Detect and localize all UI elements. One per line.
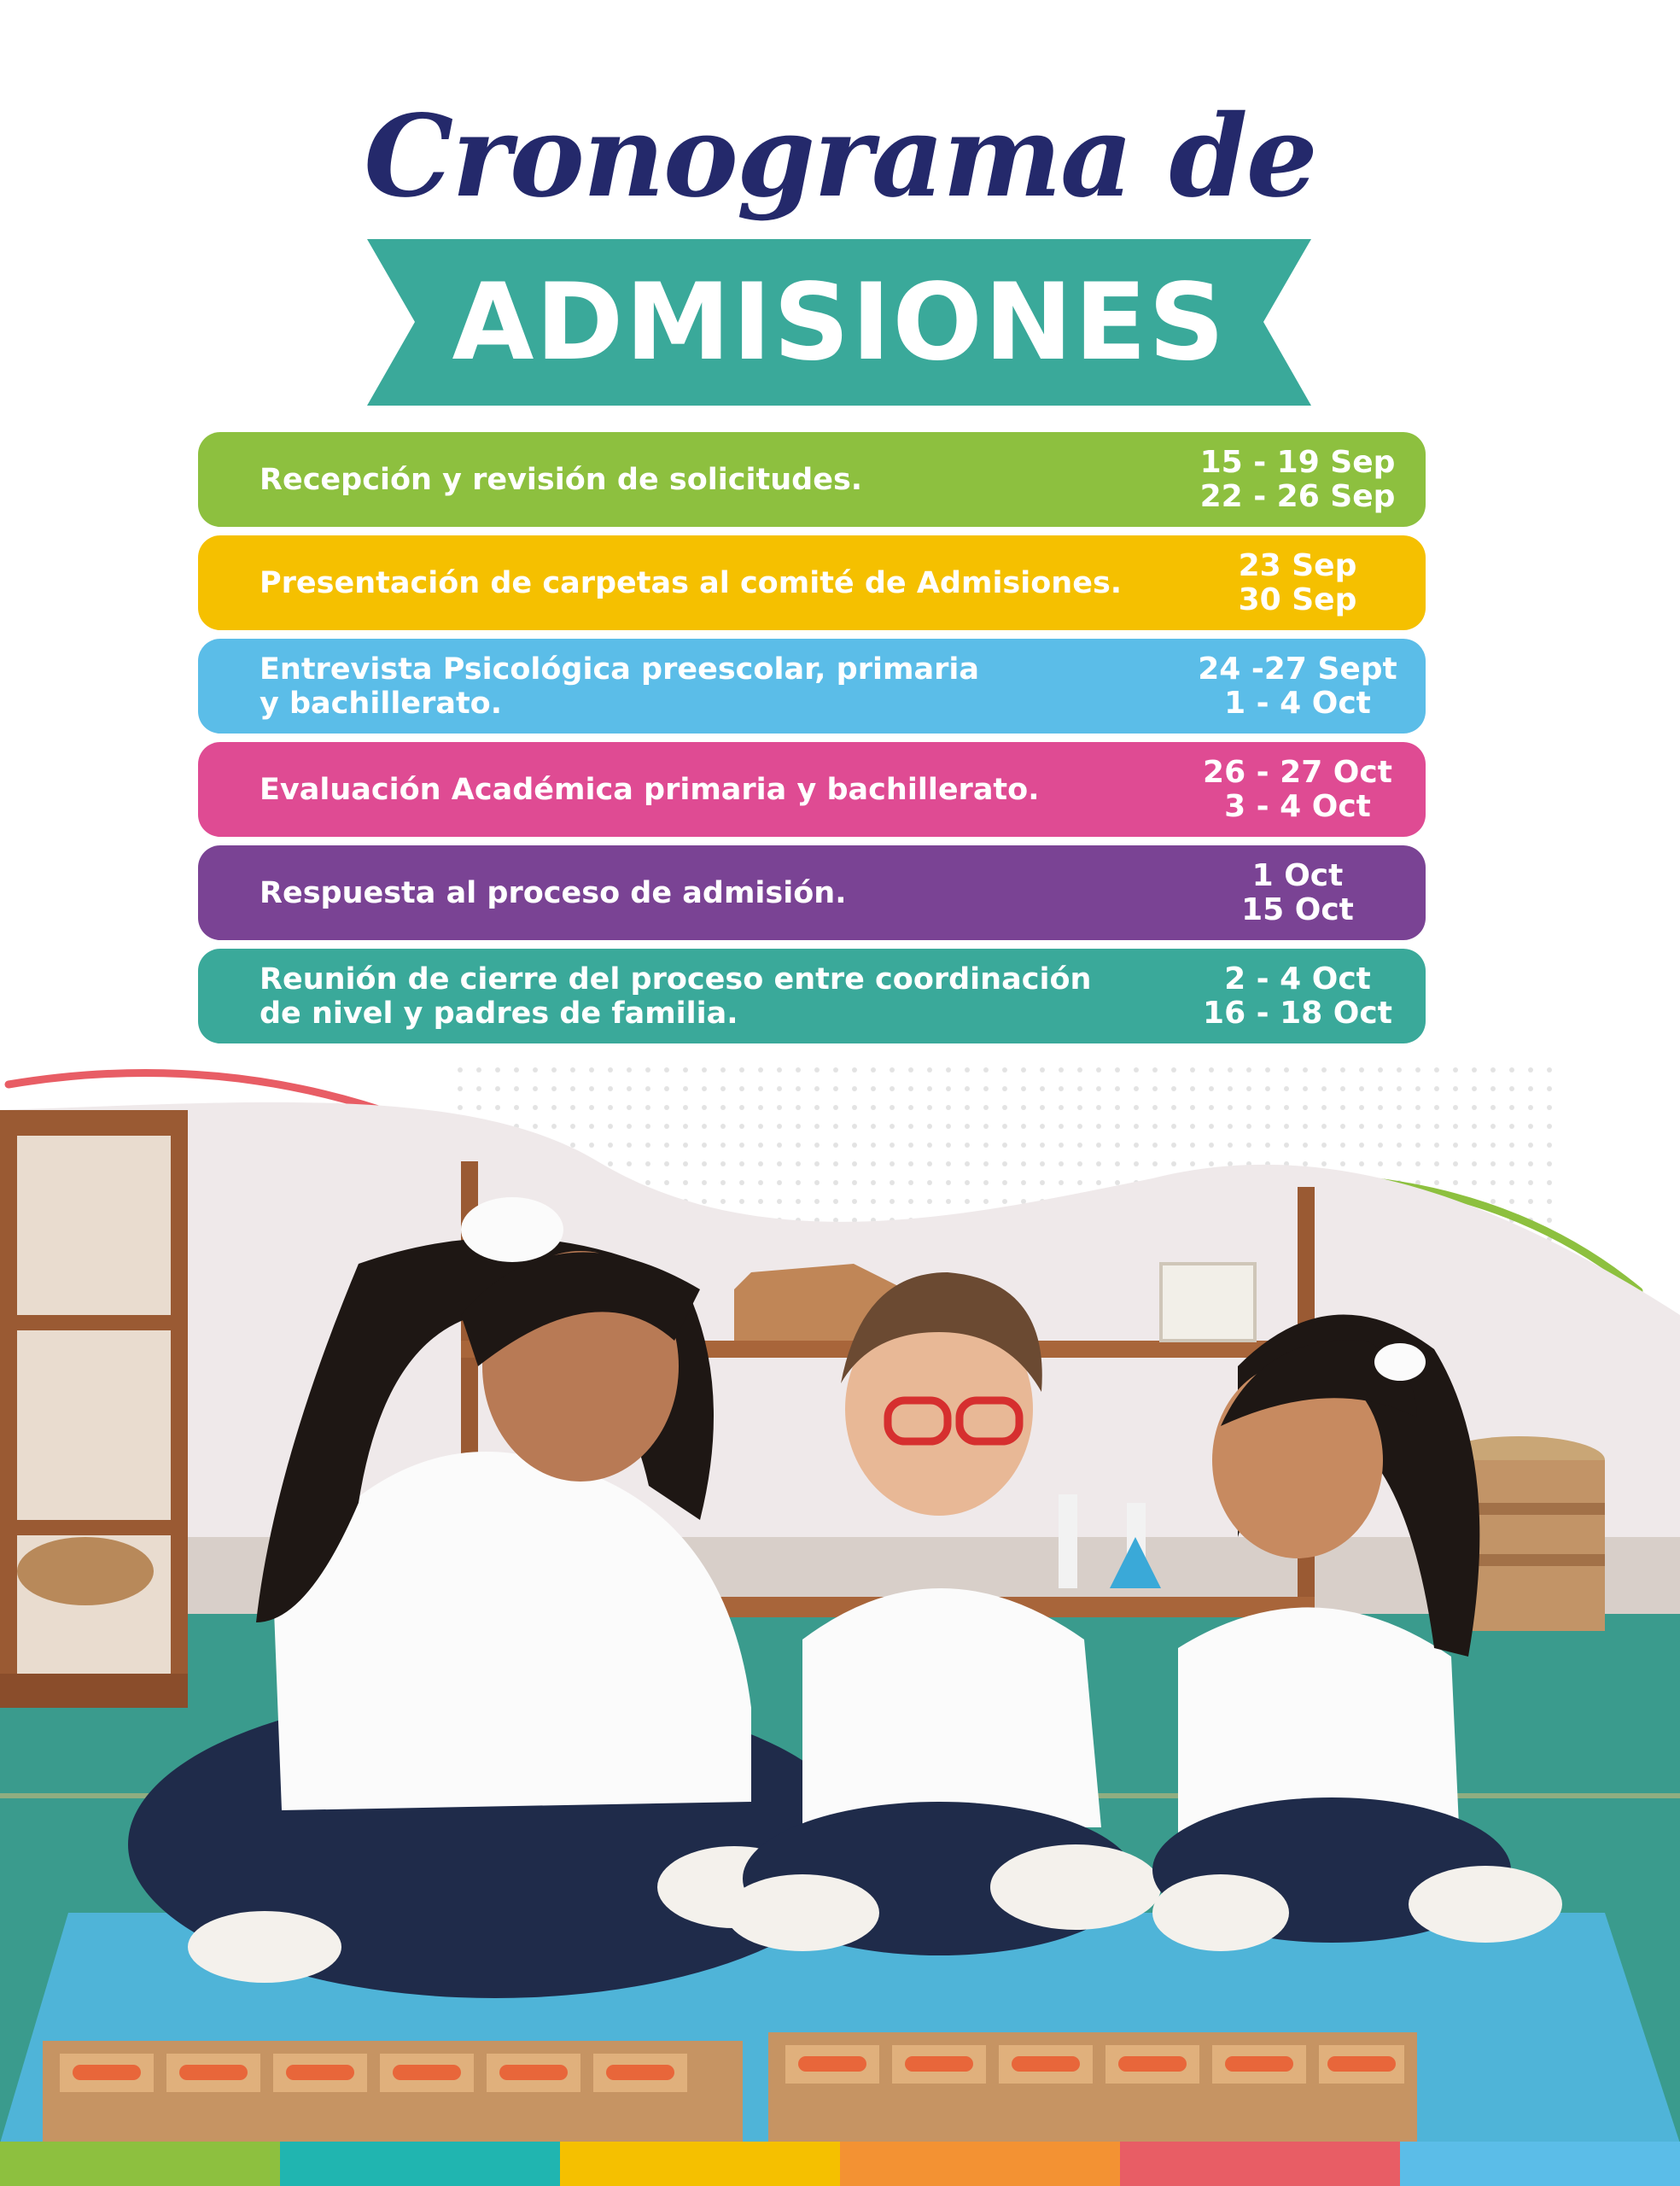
schedule-dates: 23 Sep 30 Sep <box>1238 547 1357 617</box>
schedule-dates: 15 - 19 Sep 22 - 26 Sep <box>1199 444 1396 514</box>
schedule-dates: 24 -27 Sept 1 - 4 Oct <box>1198 651 1397 721</box>
schedule-row <box>198 949 1426 1043</box>
stripe-segment <box>560 2142 840 2186</box>
schedule-activity: Respuesta al proceso de admisión. <box>260 875 847 910</box>
classroom-photo <box>0 1059 1680 2143</box>
stripe-segment <box>840 2142 1120 2186</box>
stripe-segment <box>280 2142 560 2186</box>
page-title: Cronograma de <box>364 91 1316 223</box>
color-stripe <box>0 2142 1680 2186</box>
schedule-dates: 1 Oct 15 Oct <box>1241 857 1354 927</box>
stripe-segment <box>1400 2142 1680 2186</box>
schedule-dates: 26 - 27 Oct 3 - 4 Oct <box>1203 754 1392 824</box>
schedule-activity: Recepción y revisión de solicitudes. <box>260 462 863 497</box>
schedule-activity: Entrevista Psicológica preescolar, primaria y bachillerato. <box>260 652 979 721</box>
schedule-row <box>198 742 1426 837</box>
schedule-activity: Presentación de carpetas al comité de Admisiones. <box>260 565 1123 600</box>
schedule-activity: Reunión de cierre del proceso entre coordinación de nivel y padres de familia. <box>260 961 1092 1031</box>
schedule-dates: 2 - 4 Oct 16 - 18 Oct <box>1203 961 1392 1031</box>
schedule-row <box>198 535 1426 630</box>
schedule-row <box>198 845 1426 940</box>
schedule-activity: Evaluación Académica primaria y bachillerato. <box>260 772 1040 807</box>
title-ribbon <box>367 239 1311 406</box>
stripe-segment <box>1120 2142 1400 2186</box>
stripe-segment <box>0 2142 280 2186</box>
schedule-list <box>198 432 1426 1052</box>
schedule-row <box>198 639 1426 734</box>
schedule-row <box>198 432 1426 527</box>
ribbon-title: ADMISIONES <box>452 260 1227 384</box>
